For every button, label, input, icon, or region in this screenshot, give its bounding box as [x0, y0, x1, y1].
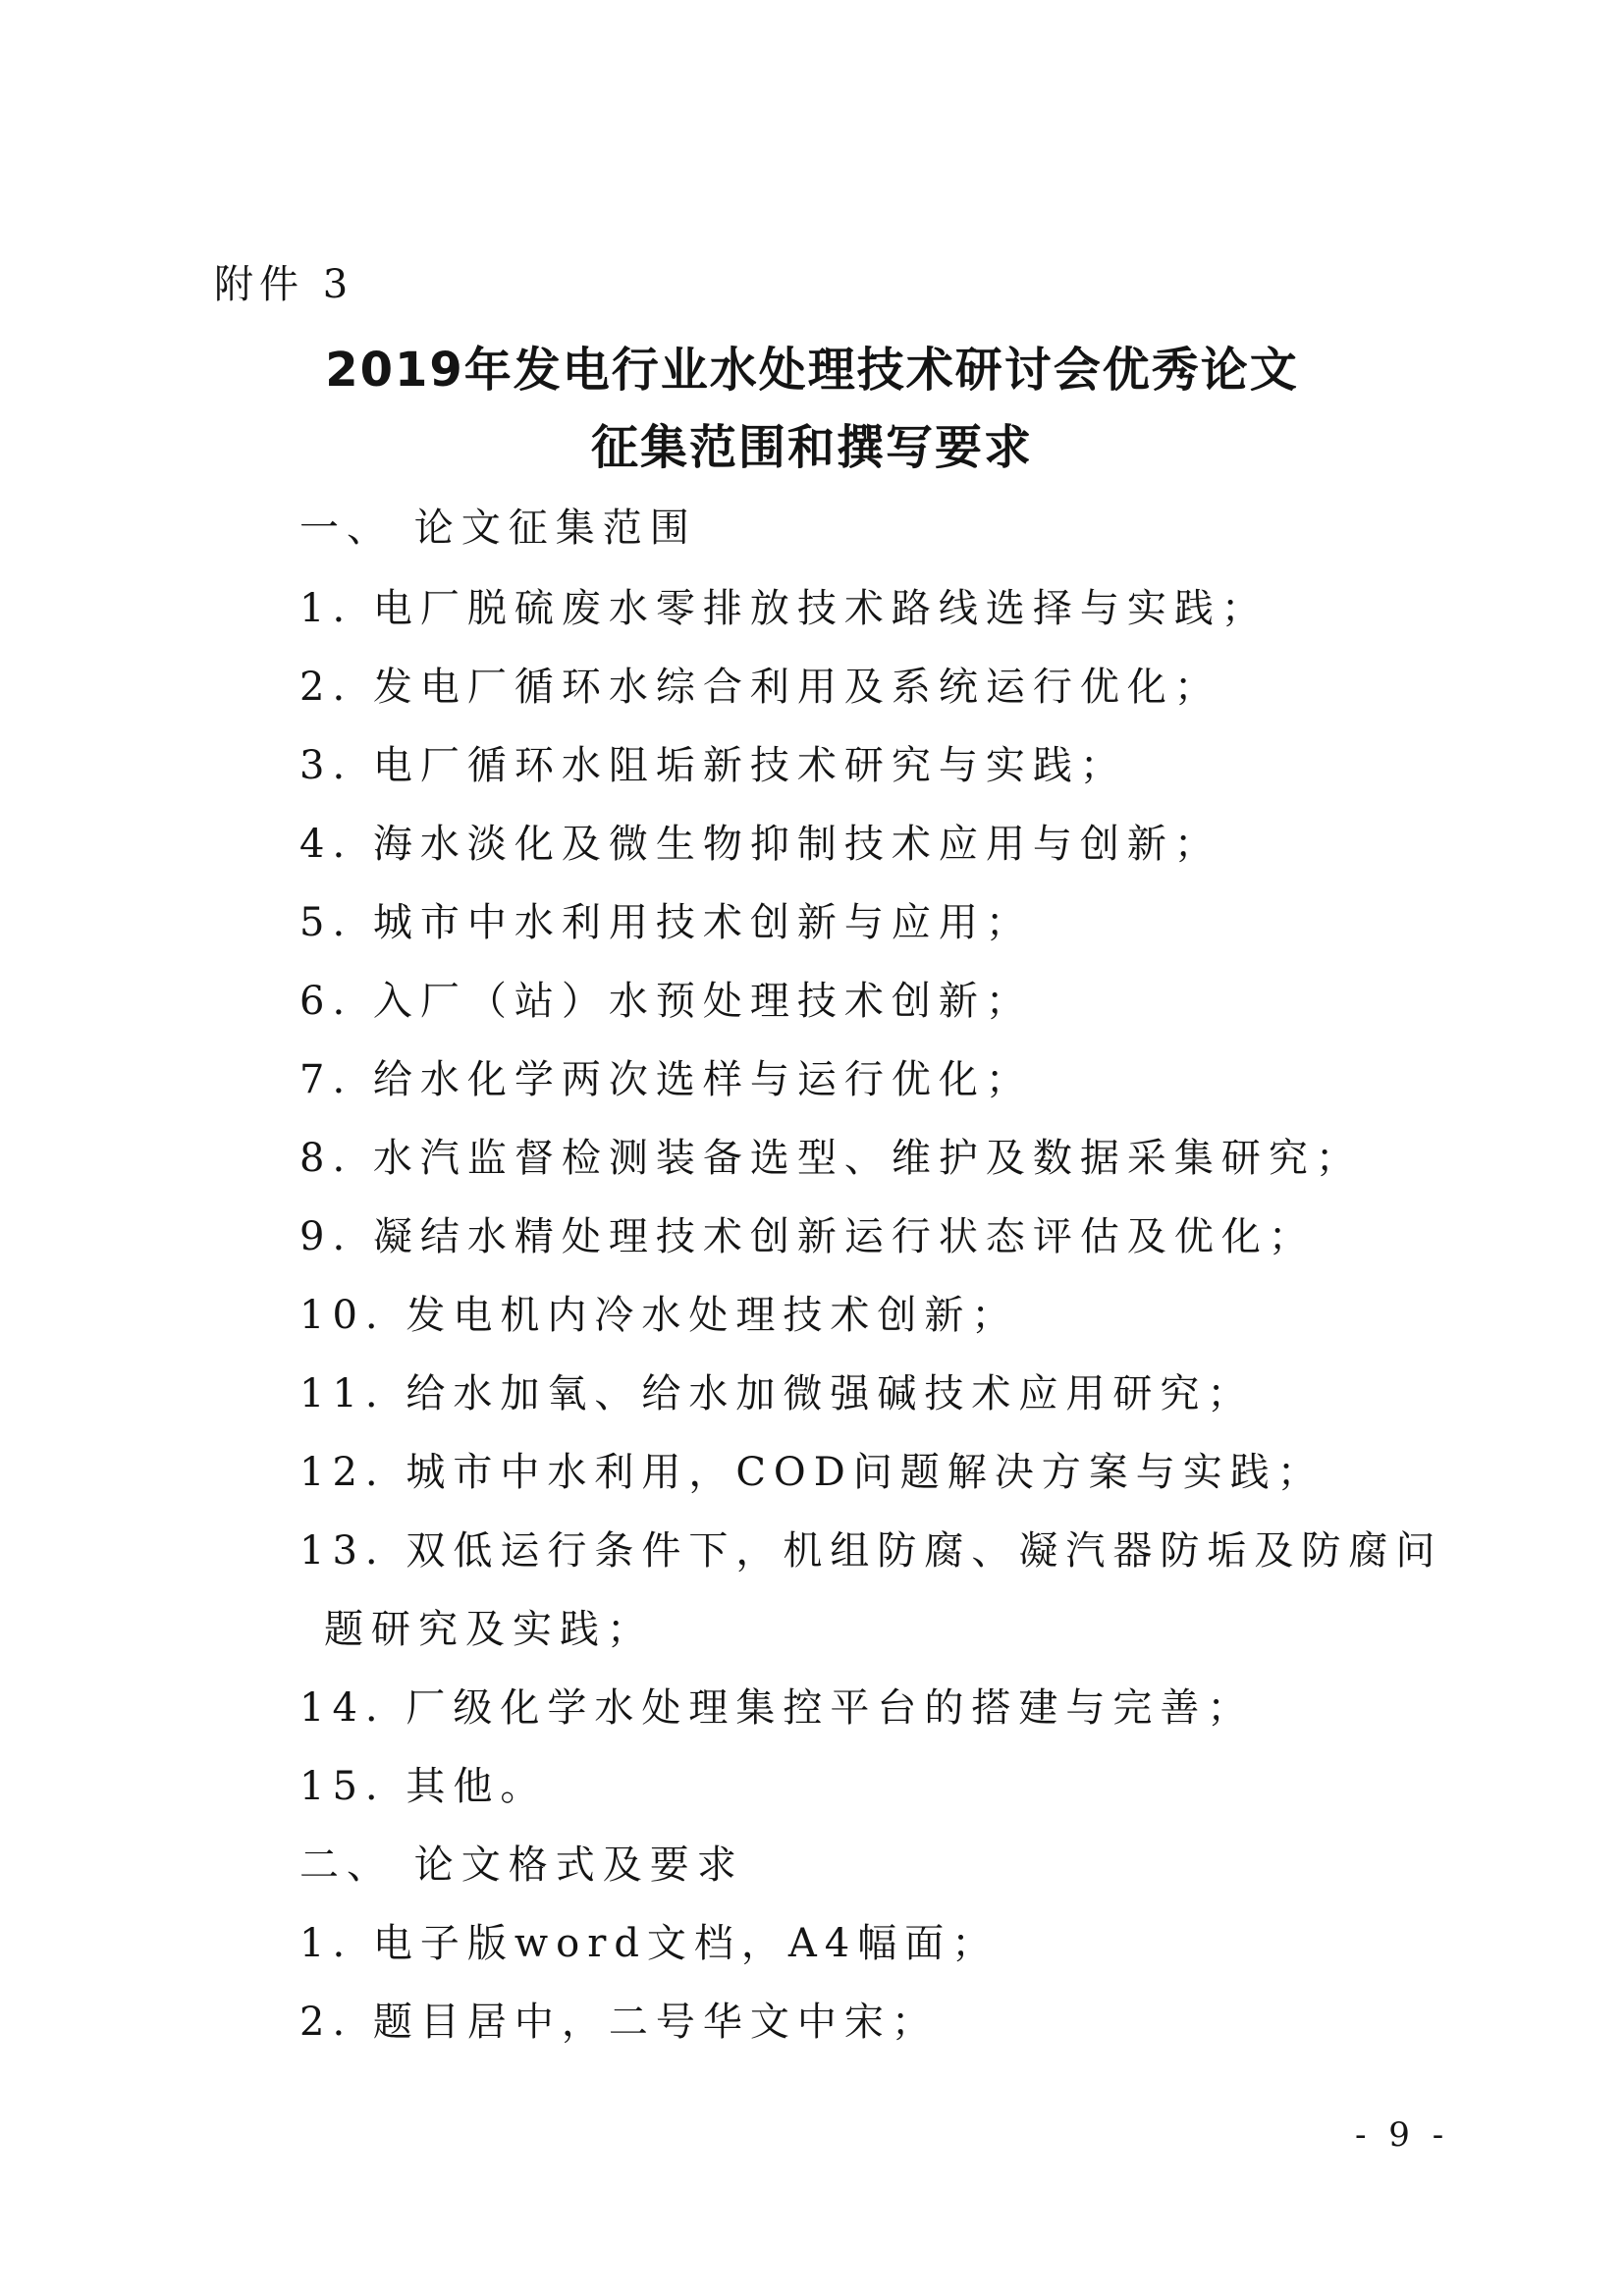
list-item: 9. 凝结水精处理技术创新运行状态评估及优化；	[299, 1214, 1316, 1259]
list-item: 12. 城市中水利用，COD问题解决方案与实践；	[299, 1450, 1325, 1495]
list-item: 2. 题目居中，二号华文中宋；	[299, 2000, 939, 2045]
list-item: 2. 发电厂循环水综合利用及系统运行优化；	[299, 665, 1221, 710]
attachment-label: 附件 3	[214, 262, 354, 307]
document-title-line-1: 2019年发电行业水处理技术研讨会优秀论文	[325, 343, 1299, 398]
document-title-line-2: 征集范围和撰写要求	[590, 420, 1033, 475]
list-item: 1. 电厂脱硫废水零排放技术路线选择与实践；	[299, 586, 1269, 631]
list-item: 4. 海水淡化及微生物抑制技术应用与创新；	[299, 822, 1221, 867]
list-item: 1. 电子版word文档，A4幅面；	[299, 1921, 1000, 1966]
list-item-continuation: 题研究及实践；	[324, 1607, 654, 1652]
list-item: 7. 给水化学两次选样与运行优化；	[299, 1057, 1033, 1102]
list-item: 6. 入厂（站）水预处理技术创新；	[299, 979, 1033, 1024]
list-item: 13. 双低运行条件下，机组防腐、凝汽器防垢及防腐问	[299, 1528, 1443, 1574]
list-item: 5. 城市中水利用技术创新与应用；	[299, 900, 1033, 945]
list-item: 15. 其他。	[299, 1764, 548, 1809]
page-number: - 9 -	[1355, 2115, 1450, 2155]
section-heading-format: 二、 论文格式及要求	[299, 1842, 744, 1888]
list-item: 14. 厂级化学水处理集控平台的搭建与完善；	[299, 1685, 1255, 1731]
list-item: 11. 给水加氧、给水加微强碱技术应用研究；	[299, 1371, 1255, 1416]
list-item: 3. 电厂循环水阻垢新技术研究与实践；	[299, 743, 1127, 788]
section-heading-scope: 一、 论文征集范围	[299, 506, 697, 551]
list-item: 8. 水汽监督检测装备选型、维护及数据采集研究；	[299, 1136, 1363, 1181]
list-item: 10. 发电机内冷水处理技术创新；	[299, 1293, 1019, 1338]
